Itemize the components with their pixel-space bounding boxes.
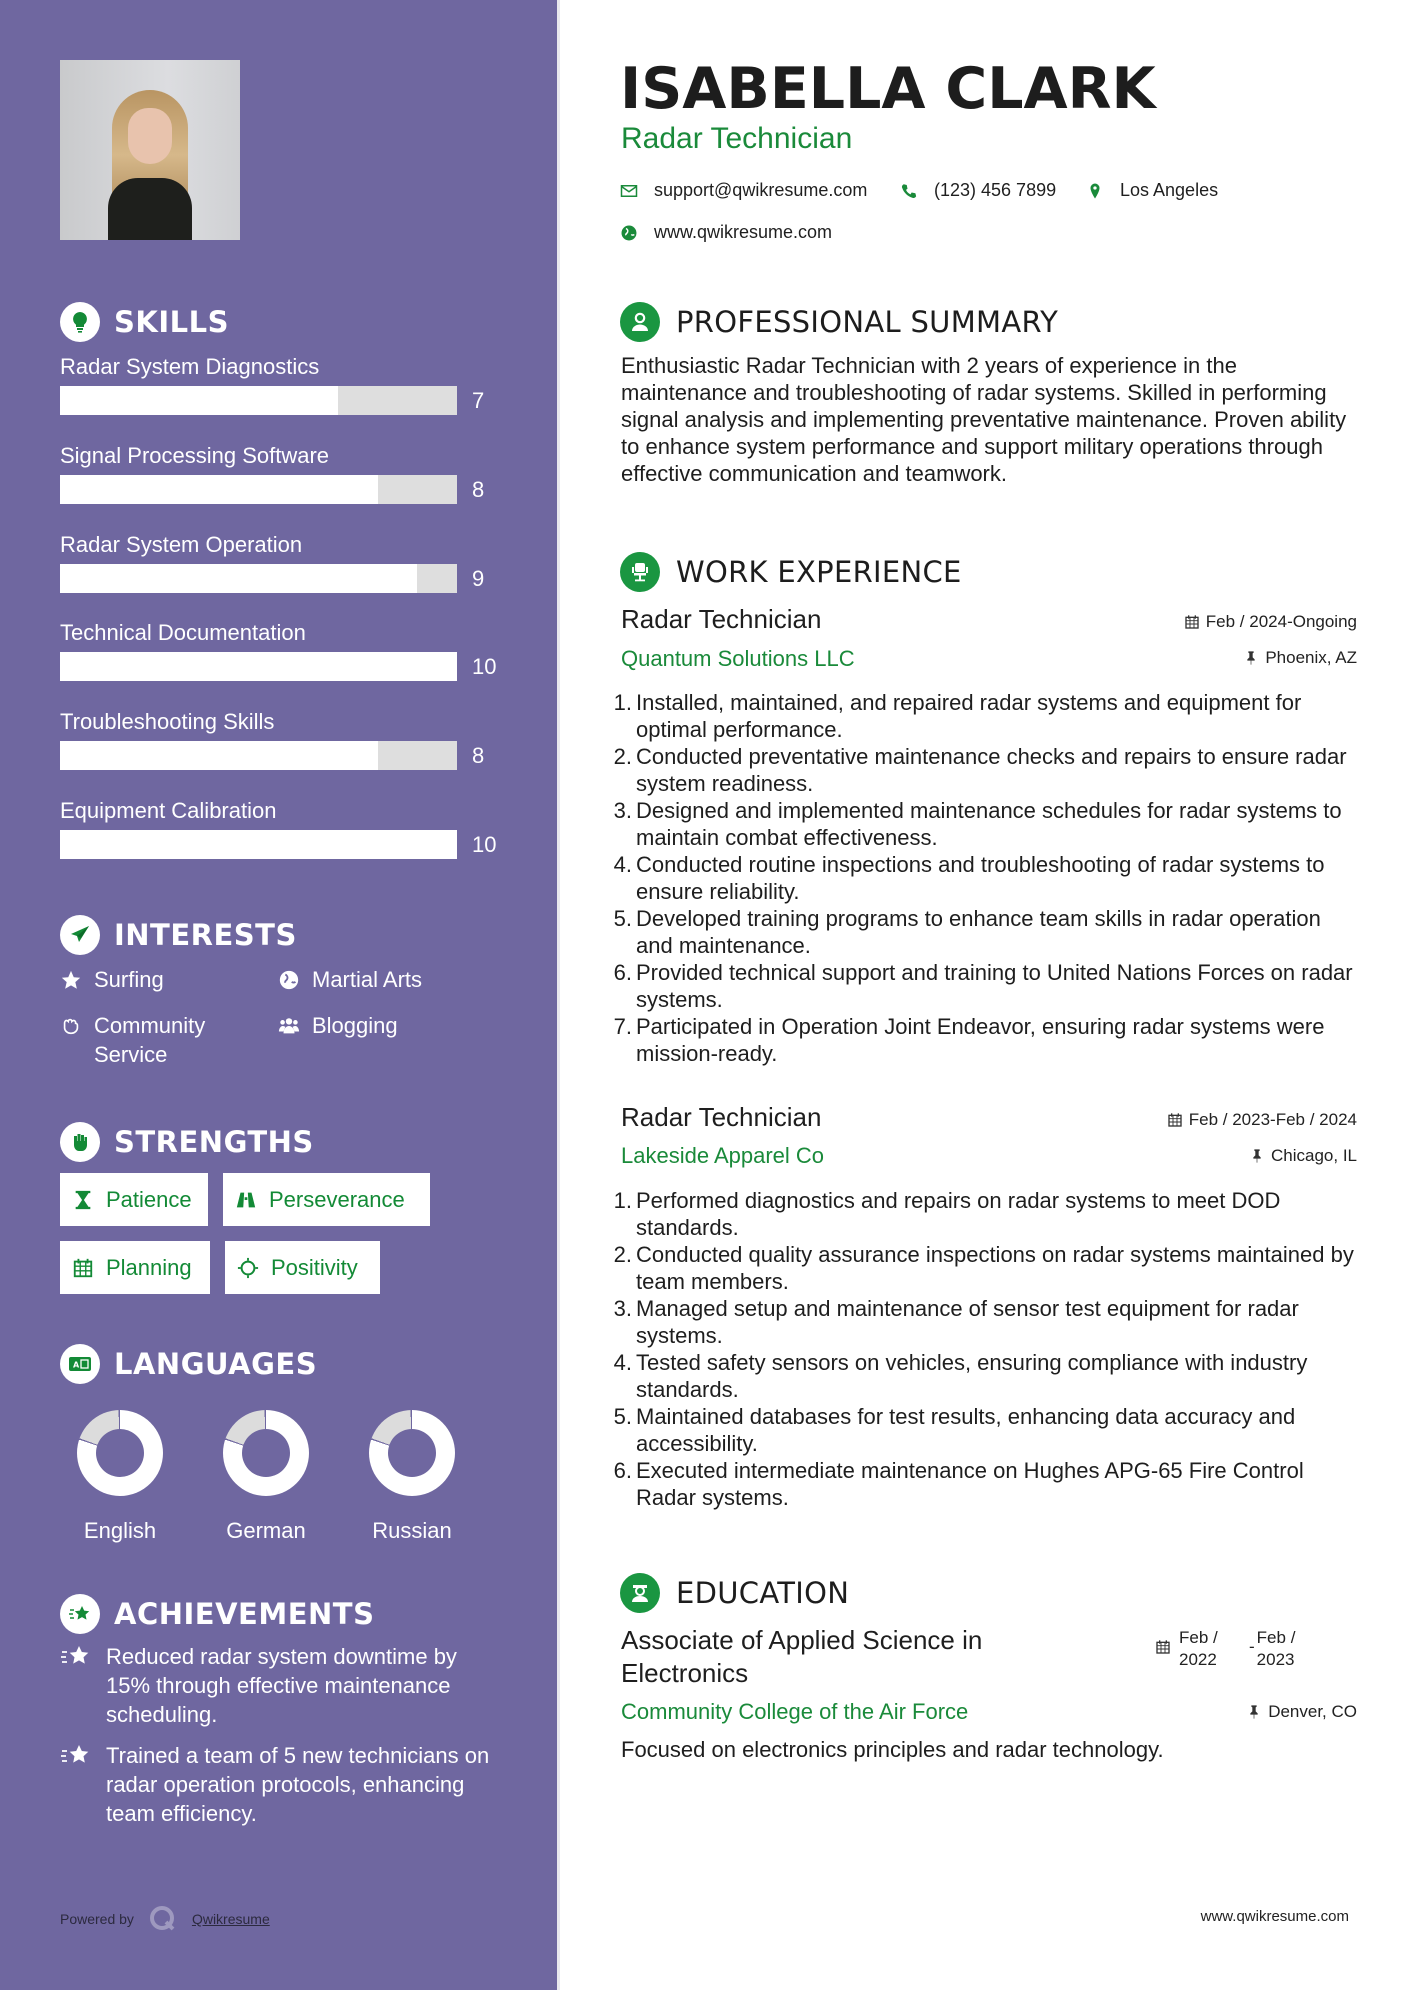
skill-bar: [60, 386, 457, 415]
strength-label: Patience: [106, 1186, 192, 1212]
language-label: English: [83, 1518, 157, 1543]
globe-icon: [278, 965, 304, 994]
language-item: [60, 1410, 180, 1544]
education-start-date: Feb / 2022: [1179, 1628, 1218, 1669]
interest-label: Community Service: [94, 1013, 206, 1067]
job-dates: Feb / 2024-Ongoing: [1184, 612, 1357, 632]
achievement-text: Trained a team of 5 new technicians on radar operation protocols, enhancing team efficiency.: [106, 1743, 490, 1826]
powered-by: [60, 1904, 270, 1934]
job-title: Radar Technician: [621, 1102, 822, 1132]
website-text: www.qwikresume.com: [654, 222, 833, 242]
shooting-star-icon: [60, 1741, 106, 1828]
powered-by-label: Powered by: [60, 1911, 134, 1927]
language-donut: [77, 1410, 163, 1496]
school-name: Community College of the Air Force: [621, 1699, 969, 1724]
skill-value: 8: [472, 476, 485, 502]
skill-label: Equipment Calibration: [60, 798, 277, 823]
language-label: Russian: [372, 1518, 452, 1543]
language-item: [352, 1410, 472, 1544]
strengths-title: STRENGTHS: [114, 1125, 314, 1159]
interest-item: [278, 1011, 398, 1040]
skill-value: 7: [472, 387, 485, 413]
graduate-icon: [620, 1573, 660, 1613]
shooting-star-icon: [60, 1594, 100, 1634]
shooting-star-icon: [60, 1642, 106, 1729]
job-bullet: 3. Designed and implemented maintenance schedules for radar systems to maintain combat effectiveness.: [613, 798, 1342, 850]
language-label: German: [226, 1518, 306, 1543]
job-bullet: 4. Tested safety sensors on vehicles, ensuring compliance with industry standards.: [613, 1350, 1308, 1402]
skill-value: 10: [472, 653, 497, 679]
qwikresume-link[interactable]: Qwikresume: [191, 1911, 270, 1927]
job-company: Quantum Solutions LLC: [621, 646, 855, 671]
star-icon: [60, 965, 86, 994]
summary-text: Enthusiastic Radar Technician with 2 years of experience in the maintenance and troubleshooting of radar systems. Skilled in performing signal analysis and implementing preventative maintenance. Proven ability to enhance system performance and support military operations through effective communication and teamwork.: [621, 353, 1347, 486]
skill-item: [60, 796, 520, 859]
strength-tag: [225, 1241, 380, 1294]
sidebar-divider: [557, 0, 560, 1990]
pushpin-icon: [1243, 650, 1259, 666]
skill-bar: [60, 830, 457, 859]
degree-title: Associate of Applied Science in Electronics: [621, 1625, 983, 1688]
language-donut: [369, 1410, 455, 1496]
contact-phone[interactable]: [900, 180, 1056, 201]
map-pin-icon: [1086, 182, 1104, 200]
sun-icon: [237, 1257, 259, 1279]
job-bullet: 5. Developed training programs to enhance team skills in radar operation and maintenance.: [613, 906, 1321, 958]
globe-icon: [620, 224, 638, 242]
achievement-item: [60, 1642, 500, 1729]
calendar-icon: [1167, 1112, 1183, 1128]
job-bullets: [610, 1187, 1355, 1511]
skill-item: [60, 618, 520, 681]
education-location: Denver, CO: [1246, 1702, 1357, 1722]
users-icon: [278, 1011, 304, 1040]
pushpin-icon: [1246, 1704, 1262, 1720]
achievements-title: ACHIEVEMENTS: [114, 1597, 375, 1631]
paper-plane-icon: [60, 915, 100, 955]
job-bullet: 2. Conducted quality assurance inspections on radar systems maintained by team members.: [613, 1242, 1354, 1294]
skills-title: SKILLS: [114, 305, 229, 339]
phone-icon: [900, 182, 918, 200]
job-bullet: 2. Conducted preventative maintenance checks and repairs to ensure radar system readiness.: [613, 744, 1347, 796]
office-chair-icon: [620, 552, 660, 592]
job-bullet: 4. Conducted routine inspections and troubleshooting of radar systems to ensure reliability.: [613, 852, 1325, 904]
skill-bar: [60, 741, 457, 770]
pushpin-icon: [1249, 1148, 1265, 1164]
lightbulb-icon: [60, 302, 100, 342]
contact-website[interactable]: [620, 222, 832, 243]
hand-icon: [60, 1011, 86, 1040]
education-heading: [620, 1573, 849, 1613]
strength-tag: [223, 1173, 430, 1226]
job-location: Phoenix, AZ: [1243, 648, 1357, 668]
education-dates: Feb / 2022 - Feb / 2023: [1155, 1627, 1319, 1671]
user-icon: [620, 302, 660, 342]
skill-label: Radar System Operation: [60, 532, 303, 557]
profile-photo: [60, 60, 240, 240]
skill-item: [60, 530, 520, 593]
summary-heading: [620, 302, 1058, 342]
skill-label: Troubleshooting Skills: [60, 709, 275, 734]
svg-text:A: A: [73, 1360, 80, 1370]
interest-item: [60, 965, 164, 994]
skill-bar: [60, 564, 457, 593]
calendar-icon: [72, 1257, 94, 1279]
job-bullet: 3. Managed setup and maintenance of sensor test equipment for radar systems.: [613, 1296, 1299, 1348]
skill-value: 8: [472, 742, 485, 768]
skill-item: [60, 352, 520, 415]
job-bullet: 1. Installed, maintained, and repaired radar systems and equipment for optimal performance.: [613, 690, 1302, 742]
candidate-name: ISABELLA CLARK: [620, 56, 1156, 122]
skill-value: 9: [472, 565, 485, 591]
translate-icon: [60, 1344, 100, 1384]
achievement-text: Reduced radar system downtime by 15% through effective maintenance scheduling.: [106, 1644, 457, 1727]
skill-bar: [60, 475, 457, 504]
language-donut: [223, 1410, 309, 1496]
calendar-icon: [1155, 1639, 1171, 1655]
contact-email[interactable]: [620, 180, 867, 201]
job-company: Lakeside Apparel Co: [621, 1143, 825, 1168]
job-bullet: 6. Executed intermediate maintenance on Hughes APG-65 Fire Control Radar systems.: [613, 1458, 1304, 1510]
interest-item: [60, 1011, 205, 1069]
skill-item: [60, 707, 520, 770]
calendar-icon: [1184, 614, 1200, 630]
skill-value: 10: [472, 831, 497, 857]
education-title: EDUCATION: [676, 1576, 850, 1610]
envelope-icon: [620, 182, 638, 200]
languages-heading: [60, 1344, 317, 1384]
hourglass-icon: [72, 1189, 94, 1211]
achievement-item: [60, 1741, 500, 1828]
interest-label: Martial Arts: [312, 967, 423, 992]
skill-label: Signal Processing Software: [60, 443, 330, 468]
phone-text: (123) 456 7899: [934, 180, 1057, 200]
interest-item: [278, 965, 422, 994]
fist-icon: [60, 1122, 100, 1162]
footer-website-link[interactable]: www.qwikresume.com: [1200, 1908, 1349, 1925]
interest-label: Surfing: [94, 967, 164, 992]
job-bullet: 1. Performed diagnostics and repairs on radar systems to meet DOD standards.: [613, 1188, 1281, 1240]
interest-label: Blogging: [312, 1013, 398, 1038]
qwikresume-logo-icon: [148, 1904, 178, 1934]
job-bullet: 5. Maintained databases for test results, enhancing data accuracy and accessibility.: [613, 1404, 1296, 1456]
job-location: Chicago, IL: [1249, 1146, 1357, 1166]
sidebar: [0, 0, 557, 1990]
location-text: Los Angeles: [1120, 180, 1219, 200]
skills-heading: [60, 302, 229, 342]
language-item: [206, 1410, 326, 1544]
skill-bar: [60, 652, 457, 681]
strengths-heading: [60, 1122, 314, 1162]
email-text: support@qwikresume.com: [654, 180, 868, 200]
strength-label: Positivity: [271, 1254, 358, 1280]
education-description: Focused on electronics principles and radar technology.: [621, 1737, 1164, 1762]
interests-heading: [60, 915, 297, 955]
education-end-date: Feb / 2023: [1256, 1628, 1296, 1669]
experience-heading: [620, 552, 962, 592]
job-dates: Feb / 2023-Feb / 2024: [1167, 1110, 1357, 1130]
interests-title: INTERESTS: [114, 918, 297, 952]
job-bullet: 7. Participated in Operation Joint Endeavor, ensuring radar systems were mission-ready.: [613, 1014, 1325, 1066]
achievements-heading: [60, 1594, 374, 1634]
candidate-role: Radar Technician: [621, 122, 853, 155]
strength-label: Planning: [106, 1254, 192, 1280]
skill-label: Radar System Diagnostics: [60, 354, 320, 379]
skill-item: [60, 441, 520, 504]
strength-tag: [60, 1173, 208, 1226]
summary-title: PROFESSIONAL SUMMARY: [676, 305, 1059, 339]
skill-label: Technical Documentation: [60, 620, 306, 645]
contact-location: [1086, 180, 1218, 201]
strength-label: Perseverance: [269, 1186, 405, 1212]
job-bullets: [610, 689, 1355, 1067]
languages-title: LANGUAGES: [114, 1347, 318, 1381]
experience-title: WORK EXPERIENCE: [676, 555, 962, 589]
road-icon: [235, 1189, 257, 1211]
job-bullet: 6. Provided technical support and training to United Nations Forces on radar systems.: [613, 960, 1353, 1012]
job-title: Radar Technician: [621, 604, 822, 634]
strength-tag: [60, 1241, 210, 1294]
